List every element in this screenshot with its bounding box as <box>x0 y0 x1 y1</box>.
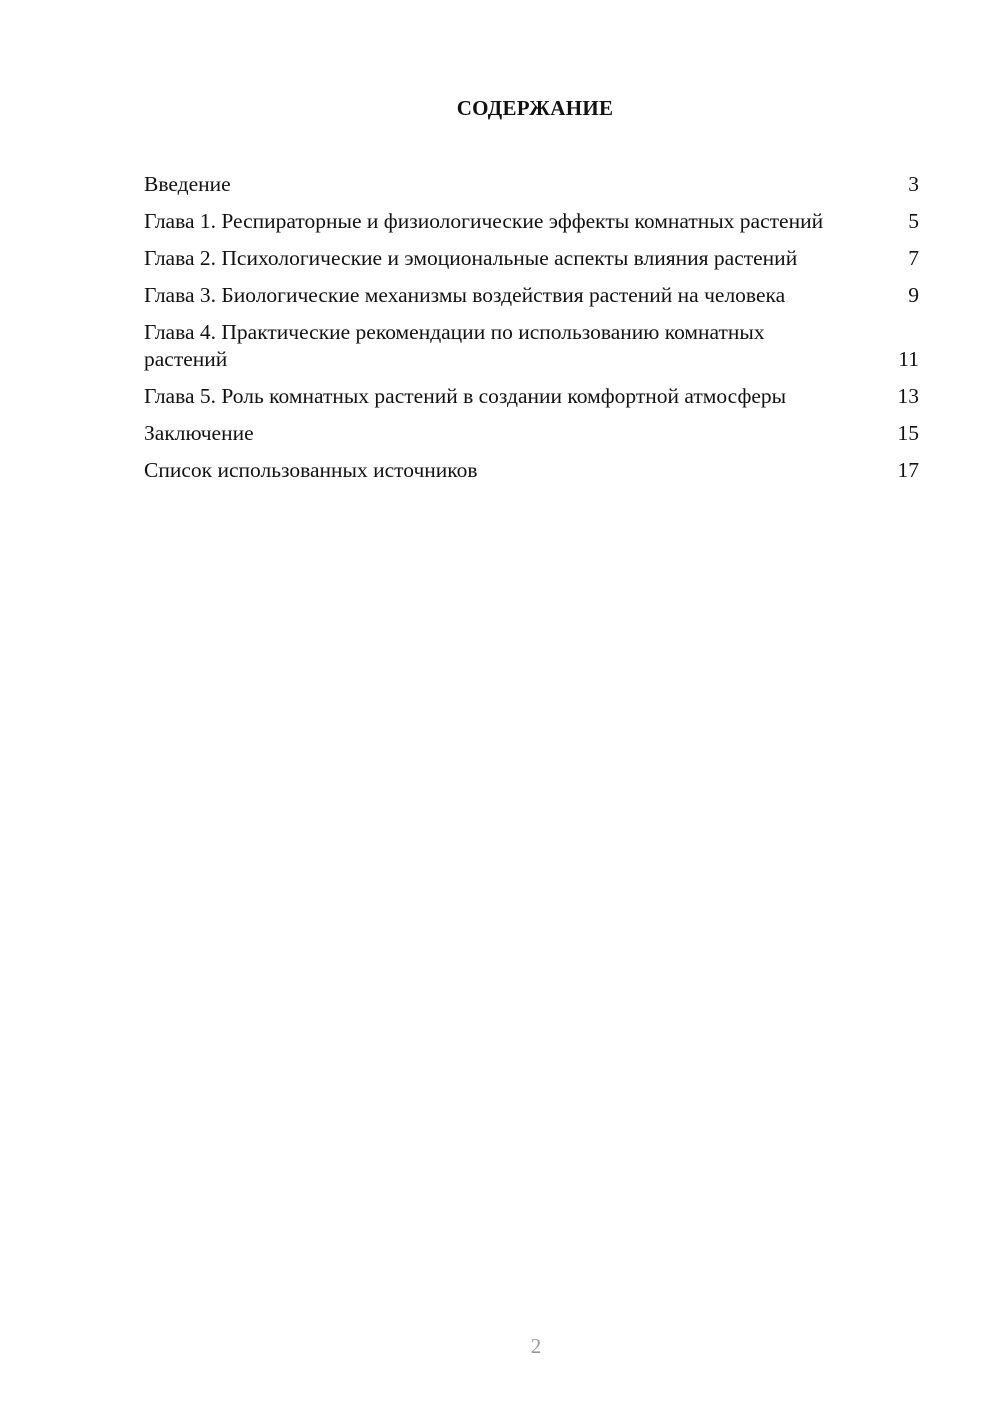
toc-entry-title: Глава 2. Психологические и эмоциональные аспекты влияния растений <box>144 246 798 270</box>
toc-entry-page: 11 <box>898 347 919 371</box>
toc-entry <box>144 319 919 373</box>
toc-entry <box>144 171 919 198</box>
toc-entry <box>144 208 919 235</box>
toc-entry-title: Глава 3. Биологические механизмы воздействия растений на человека <box>144 283 786 307</box>
toc-heading: СОДЕРЖАНИЕ <box>456 96 614 120</box>
toc-entry-title: Глава 4. Практические рекомендации по использованию комнатных растений <box>144 320 765 371</box>
toc-entry-title: Глава 5. Роль комнатных растений в создании комфортной атмосферы <box>144 384 787 408</box>
toc-entry <box>144 420 919 447</box>
toc-entry-page: 13 <box>897 384 919 408</box>
toc-entry <box>144 457 919 484</box>
toc-entry-page: 5 <box>908 209 919 233</box>
page-number: 2 <box>530 1334 542 1358</box>
toc-entry-page: 17 <box>897 458 919 482</box>
toc-entry-title: Список использованных источников <box>144 458 478 482</box>
toc-entry-page: 9 <box>908 283 919 307</box>
toc-entry <box>144 282 919 309</box>
toc-entry <box>144 383 919 410</box>
toc-entry <box>144 245 919 272</box>
toc-entry-page: 7 <box>908 246 919 270</box>
toc-entry-title: Заключение <box>144 421 254 445</box>
toc-entry-page: 3 <box>908 172 919 196</box>
toc-entry-title: Введение <box>144 172 231 196</box>
toc-entry-page: 15 <box>897 421 919 445</box>
toc-entry-title: Глава 1. Респираторные и физиологические эффекты комнатных растений <box>144 209 824 233</box>
toc-list <box>144 171 919 494</box>
